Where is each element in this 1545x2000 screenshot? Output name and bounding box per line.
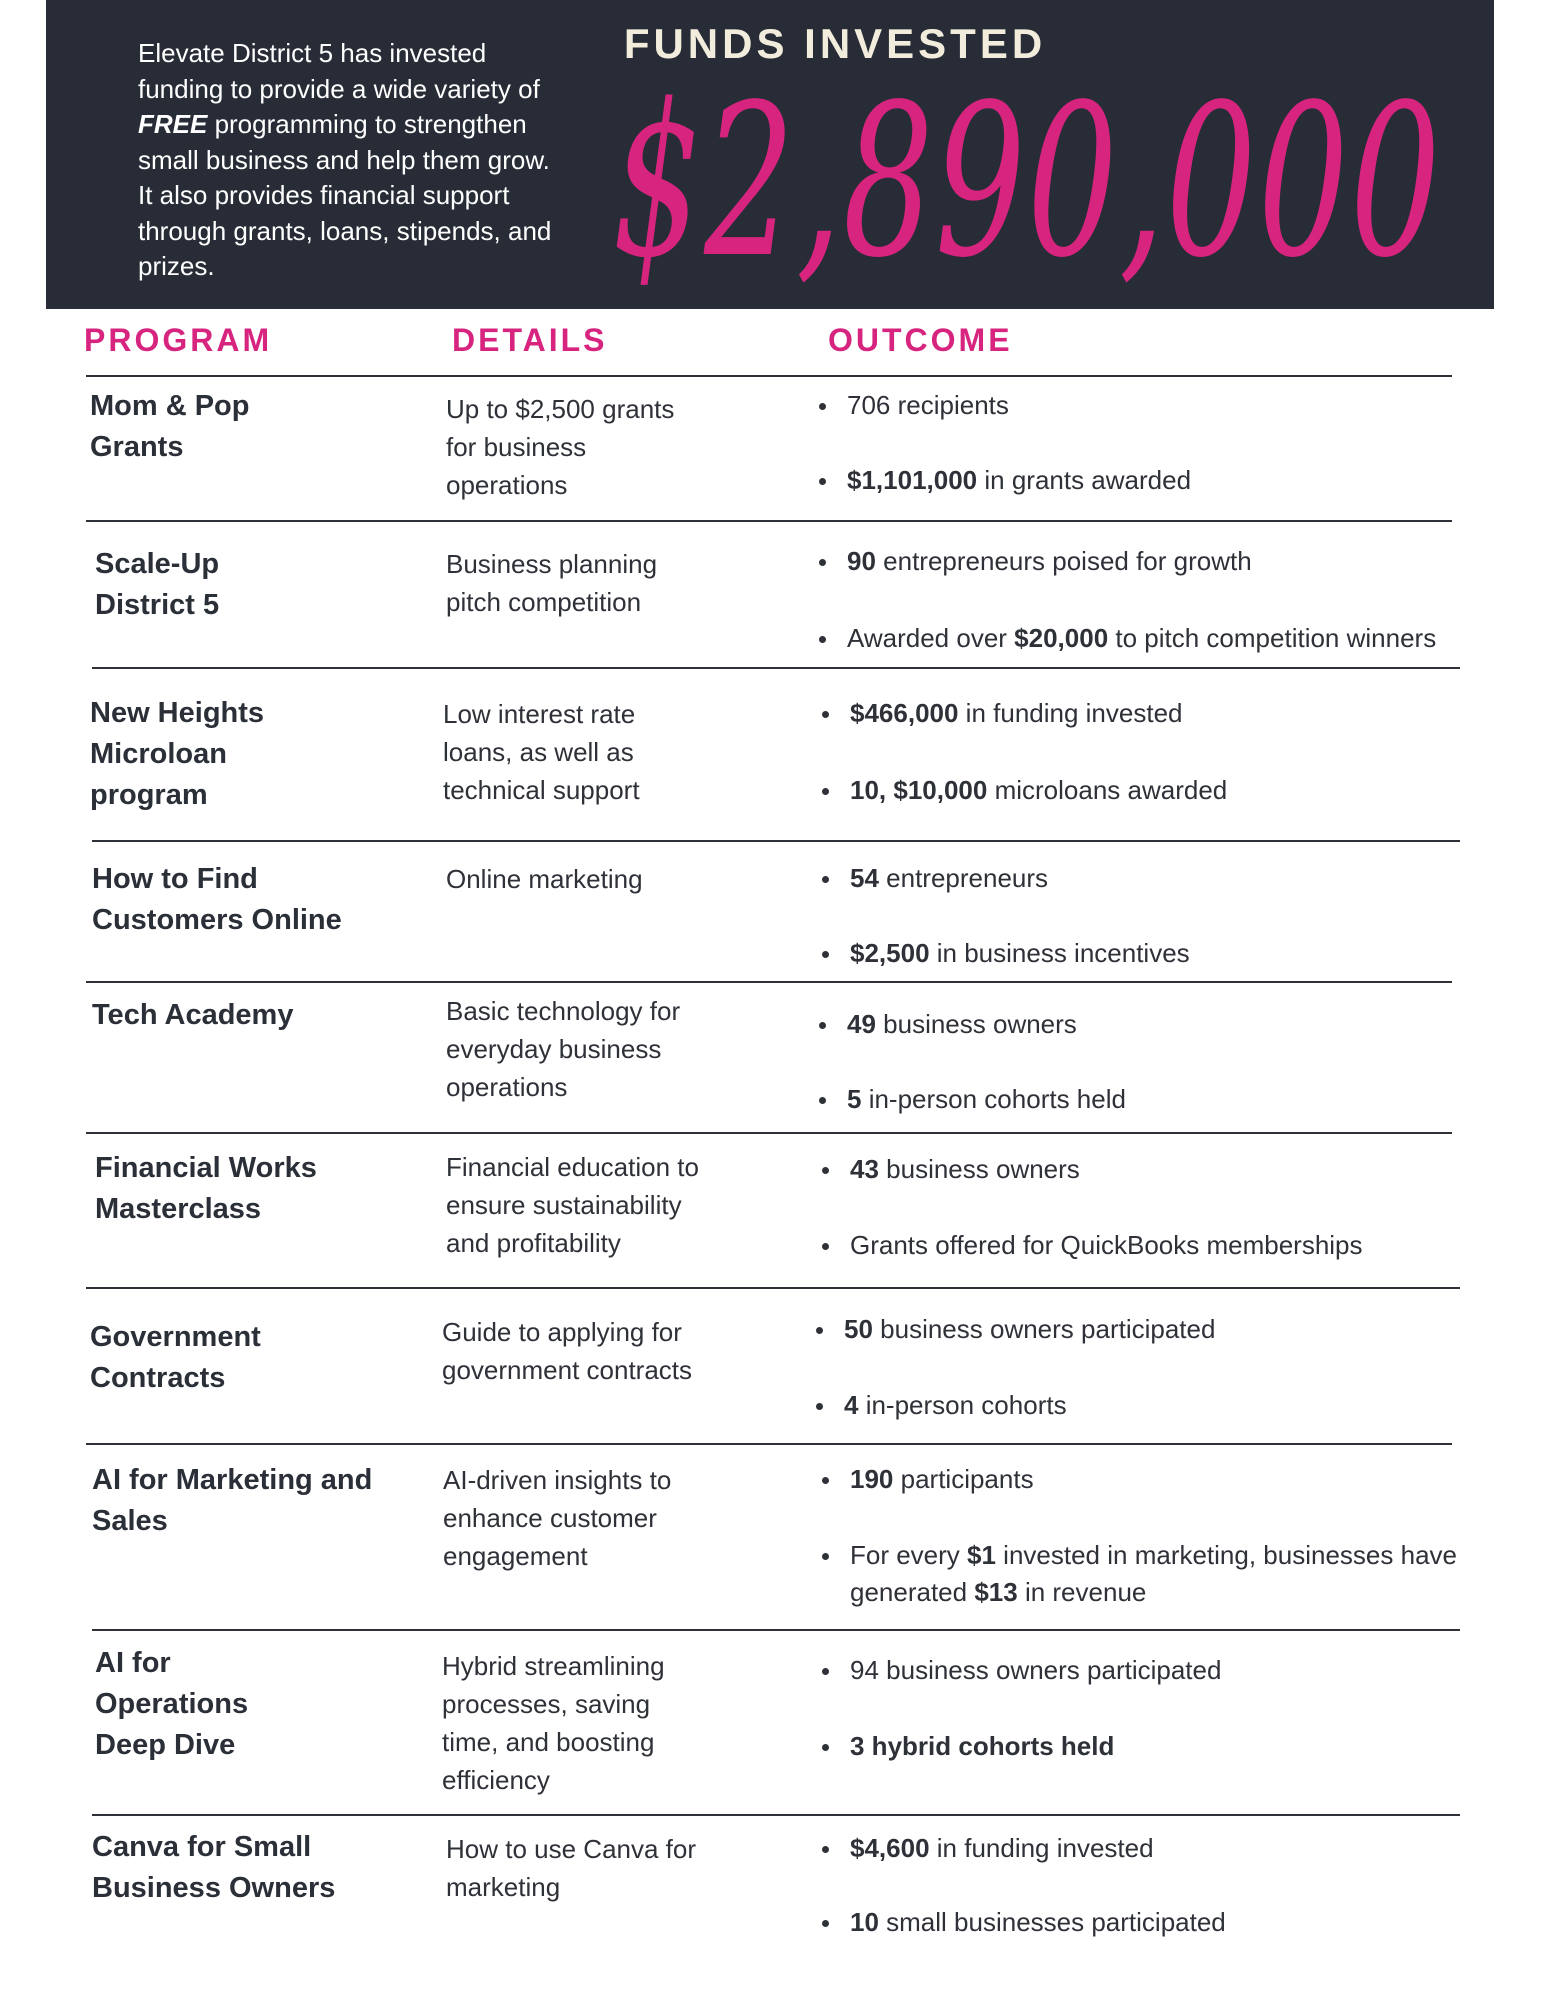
outcome-highlight: 3 hybrid cohorts held	[850, 1731, 1115, 1761]
outcome-text: entrepreneurs	[878, 863, 1049, 893]
program-details: Hybrid streamlining processes, saving time, and boosting efficiency	[442, 1651, 665, 1795]
outcome-highlight: 190	[850, 1464, 894, 1494]
outcome-bullet	[816, 1006, 1077, 1043]
program-name: Scale-Up District 5	[95, 548, 220, 621]
program-details: Business planning pitch competition	[446, 549, 658, 617]
outcome-text: business owners	[878, 1154, 1080, 1184]
program-details: Online marketing	[446, 864, 643, 894]
column-header-outcome: OUTCOME	[828, 322, 1013, 358]
row-divider	[86, 981, 1452, 983]
program-details: Financial education to ensure sustainability and profitability	[446, 1152, 699, 1258]
column-header-details: DETAILS	[452, 322, 608, 358]
outcome-text: in grants awarded	[977, 465, 1192, 495]
outcome-bullet	[819, 1904, 1226, 1941]
row-divider	[92, 667, 1460, 669]
outcome-bullet	[816, 387, 1009, 424]
outcome-text: in funding invested	[929, 1833, 1154, 1863]
outcome-text: microloans awarded	[987, 775, 1228, 805]
intro-text-part: Elevate District 5 has invested funding to provide a wide variety of	[138, 38, 540, 104]
outcome-text: in-person cohorts held	[861, 1084, 1126, 1114]
outcome-bullet	[813, 1311, 1215, 1348]
outcome-bullet	[819, 1537, 1470, 1611]
program-details: Up to $2,500 grants for business operations	[446, 394, 675, 500]
intro-text	[138, 36, 558, 285]
outcome-bullet	[813, 1387, 1067, 1424]
outcome-bullet	[819, 1728, 1114, 1765]
intro-text-part: programming to strengthen small business and help them grow. It also provides financial support through grants, loans, stipends, and prizes.	[138, 109, 552, 281]
outcome-highlight: $1,101,000	[847, 465, 978, 495]
program-details: Low interest rate loans, as well as technical support	[443, 699, 640, 805]
outcome-highlight: $2,500	[850, 938, 930, 968]
outcome-bullet	[819, 935, 1190, 972]
outcome-text: in-person cohorts	[858, 1390, 1067, 1420]
outcome-bullet	[819, 695, 1183, 732]
row-divider	[92, 1814, 1460, 1816]
outcome-text: to pitch competition winners	[1108, 623, 1437, 653]
program-name: Mom & Pop Grants	[90, 390, 250, 463]
row-divider	[86, 1132, 1452, 1134]
outcome-text: participants	[893, 1464, 1034, 1494]
program-details: AI-driven insights to enhance customer engagement	[443, 1465, 672, 1571]
row-divider	[86, 375, 1452, 377]
outcome-highlight: 50	[844, 1314, 873, 1344]
intro-free-emphasis: FREE	[138, 109, 208, 139]
outcome-text: entrepreneurs poised for growth	[875, 546, 1252, 576]
program-details: Basic technology for everyday business operations	[446, 996, 681, 1102]
outcome-highlight: 54	[850, 863, 879, 893]
outcome-text: 94 business owners participated	[850, 1655, 1222, 1685]
outcome-text: 706 recipients	[847, 390, 1009, 420]
outcome-bullet	[819, 1830, 1154, 1867]
funds-invested-amount-text: $2,890,000	[612, 59, 1442, 298]
outcome-highlight: $13	[974, 1577, 1018, 1607]
outcome-bullet	[819, 772, 1227, 809]
funds-invested-amount	[612, 58, 1452, 298]
row-divider	[86, 1287, 1460, 1289]
outcome-bullet	[819, 1151, 1080, 1188]
program-name: How to Find Customers Online	[92, 863, 342, 936]
outcome-highlight: $20,000	[1014, 623, 1109, 653]
outcome-bullet	[819, 1227, 1363, 1264]
outcome-bullet	[819, 860, 1048, 897]
program-details: How to use Canva for marketing	[446, 1834, 697, 1902]
outcome-highlight: 43	[850, 1154, 879, 1184]
outcome-text: in funding invested	[958, 698, 1183, 728]
program-details: Guide to applying for government contracts	[442, 1317, 693, 1385]
program-name: AI for Operations Deep Dive	[95, 1647, 249, 1761]
outcome-highlight: $1	[967, 1540, 996, 1570]
outcome-text: Grants offered for QuickBooks memberships	[850, 1230, 1363, 1260]
outcome-text: invested in marketing, businesses have generated	[850, 1540, 1457, 1607]
row-divider	[86, 520, 1452, 522]
program-name: Tech Academy	[92, 999, 294, 1031]
outcome-highlight: 90	[847, 546, 876, 576]
outcome-highlight: $466,000	[850, 698, 959, 728]
outcome-highlight: 49	[847, 1009, 876, 1039]
outcome-highlight: 5	[847, 1084, 862, 1114]
outcome-highlight: $4,600	[850, 1833, 930, 1863]
outcome-bullet	[819, 1652, 1221, 1689]
program-name: Government Contracts	[90, 1321, 261, 1394]
outcome-highlight: 4	[844, 1390, 859, 1420]
outcome-bullet	[816, 543, 1252, 580]
program-name: Canva for Small Business Owners	[92, 1831, 336, 1904]
outcome-highlight: 10	[850, 1907, 879, 1937]
outcome-text: business owners participated	[872, 1314, 1216, 1344]
outcome-text: Awarded over	[847, 623, 1015, 653]
outcome-bullet	[819, 1461, 1034, 1498]
outcome-bullet	[816, 620, 1436, 657]
outcome-text: small businesses participated	[878, 1907, 1226, 1937]
outcome-bullet	[816, 1081, 1126, 1118]
program-name: Financial Works Masterclass	[95, 1152, 317, 1225]
outcome-text: in revenue	[1017, 1577, 1147, 1607]
outcome-bullet	[816, 462, 1191, 499]
program-name: AI for Marketing and Sales	[92, 1464, 373, 1537]
outcome-text: For every	[850, 1540, 968, 1570]
row-divider	[86, 1443, 1452, 1445]
column-header-program: PROGRAM	[84, 322, 273, 358]
outcome-highlight: 10, $10,000	[850, 775, 988, 805]
funds-invested-label: FUNDS INVESTED	[623, 20, 1047, 67]
row-divider	[92, 840, 1460, 842]
row-divider	[92, 1629, 1460, 1631]
outcome-text: in business incentives	[929, 938, 1190, 968]
program-name: New Heights Microloan program	[90, 697, 265, 811]
outcome-text: business owners	[875, 1009, 1077, 1039]
